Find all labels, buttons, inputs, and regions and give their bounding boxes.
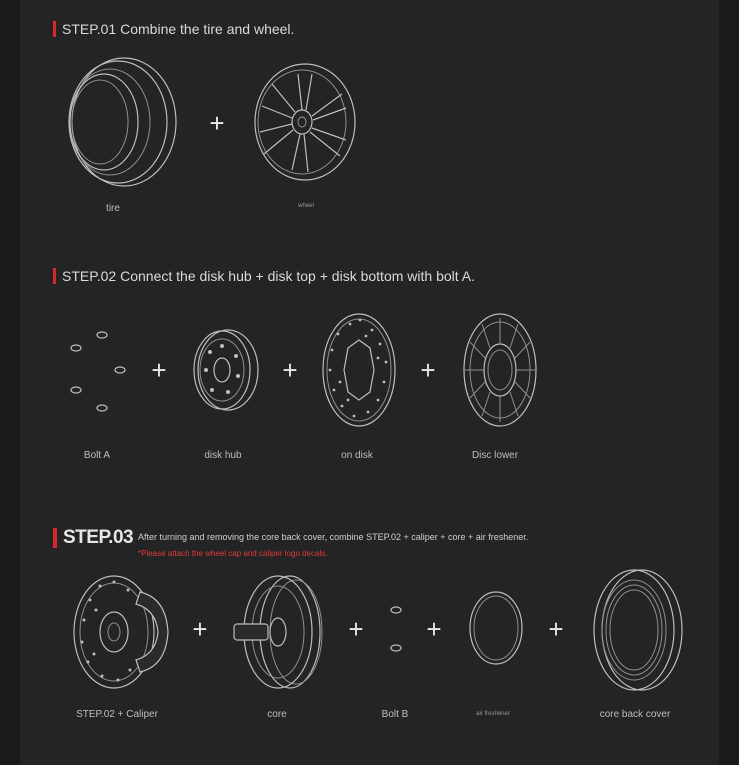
plus-sign: +: [151, 355, 167, 385]
core-back-cover-illustration: [586, 565, 686, 695]
step3-heading: [53, 527, 133, 549]
plus-sign: +: [420, 355, 436, 385]
disk-hub-illustration: [190, 328, 260, 418]
step3-note: *Please attach the wheel cap and caliper logo decals.: [138, 549, 328, 558]
core-back-cover-label: core back cover: [599, 709, 671, 720]
step02-caliper-label: STEP.02 + Caliper: [76, 709, 158, 720]
tire-illustration: [60, 55, 178, 190]
core-label: core: [267, 709, 287, 720]
bolt-b-label: Bolt B: [381, 709, 409, 720]
wheel-label: wheel: [298, 203, 314, 209]
step3-description: After turning and removing the core back cover, combine STEP.02 + caliper + core + air freshener.: [138, 532, 529, 542]
tire-label: tire: [106, 203, 120, 214]
step3-accent-bar: [53, 528, 57, 548]
step02-caliper-illustration: [70, 570, 170, 695]
step2-heading: [53, 268, 475, 284]
step1-heading: [53, 21, 294, 37]
air-freshener-label: air freshener: [476, 711, 510, 717]
on-disk-illustration: [320, 308, 398, 433]
plus-sign: +: [209, 108, 225, 138]
step3-title: STEP.03: [63, 527, 134, 548]
step1-title: STEP.01 Combine the tire and wheel.: [62, 21, 295, 37]
core-illustration: [232, 570, 324, 695]
instruction-panel: [20, 0, 719, 765]
plus-sign: +: [282, 355, 298, 385]
disc-lower-illustration: [460, 308, 540, 433]
plus-sign: +: [348, 614, 364, 644]
disk-hub-label: disk hub: [204, 450, 242, 461]
bolt-a-illustration: [68, 328, 128, 418]
bolt-b-illustration: [386, 604, 406, 654]
step2-accent-bar: [53, 268, 56, 284]
air-freshener-illustration: [466, 588, 526, 668]
bolt-a-label: Bolt A: [83, 450, 111, 461]
plus-sign: +: [192, 614, 208, 644]
on-disk-label: on disk: [341, 450, 373, 461]
disc-lower-label: Disc lower: [471, 450, 519, 461]
wheel-illustration: [250, 60, 360, 185]
step2-title: STEP.02 Connect the disk hub + disk top + disk bottom with bolt A.: [62, 268, 475, 284]
plus-sign: +: [548, 614, 564, 644]
step1-accent-bar: [53, 21, 56, 37]
plus-sign: +: [426, 614, 442, 644]
